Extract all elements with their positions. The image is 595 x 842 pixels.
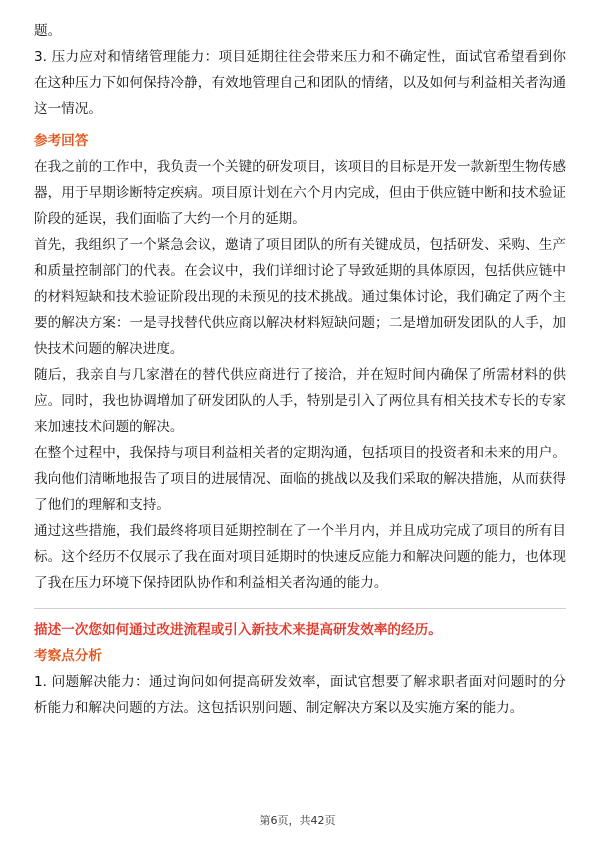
answer-paragraph: 在整个过程中，我保持与项目利益相关者的定期沟通，包括项目的投资者和未来的用户。我向他们清晰地报告了项目的进展情况、面临的挑战以及我们采取的解决措施，从而获得了他们的理解和支持。 <box>34 445 566 513</box>
page-footer: 第6页，共42页 <box>259 814 336 827</box>
question-heading: 描述一次您如何通过改进流程或引入新技术来提高研发效率的经历。 <box>34 622 442 638</box>
section-divider <box>34 608 566 609</box>
answer-paragraph: 随后，我亲自与几家潜在的替代供应商进行了接洽，并在短时间内确保了所需材料的供应。同时，我也协调增加了研发团队的人手，特别是引入了两位具有相关技术专长的专家来加速技术问题的解决。 <box>34 367 566 435</box>
paragraph-continuation: 题。 <box>34 23 62 39</box>
answer-paragraph: 在我之前的工作中，我负责一个关键的研发项目，该项目的目标是开发一款新型生物传感器，用于早期诊断特定疾病。项目原计划在六个月内完成，但由于供应链中断和技术验证阶段的延误，我们面临了大约一个月的延期。 <box>34 159 566 227</box>
analysis-heading: 考察点分析 <box>34 648 102 664</box>
page-content <box>34 18 566 721</box>
answer-paragraph: 首先，我组织了一个紧急会议，邀请了项目团队的所有关键成员，包括研发、采购、生产和质量控制部门的代表。在会议中，我们详细讨论了导致延期的具体原因，包括供应链中的材料短缺和技术验证阶段出现的未预见的技术挑战。通过集体讨论，我们确定了两个主要的解决方案：一是寻找替代供应商以解决材料短缺问题；二是增加研发团队的人手，加快技术问题的解决进度。 <box>34 237 566 357</box>
paragraph-point-3: 3. 压力应对和情绪管理能力：项目延期往往会带来压力和不确定性，面试官希望看到你在这种压力下如何保持冷静，有效地管理自己和团队的情绪，以及如何与利益相关者沟通这一情况。 <box>34 49 566 117</box>
answer-heading: 参考回答 <box>34 133 89 149</box>
answer-paragraph: 通过这些措施，我们最终将项目延期控制在了一个半月内，并且成功完成了项目的所有目标。这个经历不仅展示了我在面对项目延期时的快速反应能力和解决问题的能力，也体现了我在压力环境下保持团队协作和利益相关者沟通的能力。 <box>34 523 566 591</box>
analysis-paragraph: 1. 问题解决能力：通过询问如何提高研发效率，面试官想要了解求职者面对问题时的分析能力和解决问题的方法。这包括识别问题、制定解决方案以及实施方案的能力。 <box>34 674 566 716</box>
